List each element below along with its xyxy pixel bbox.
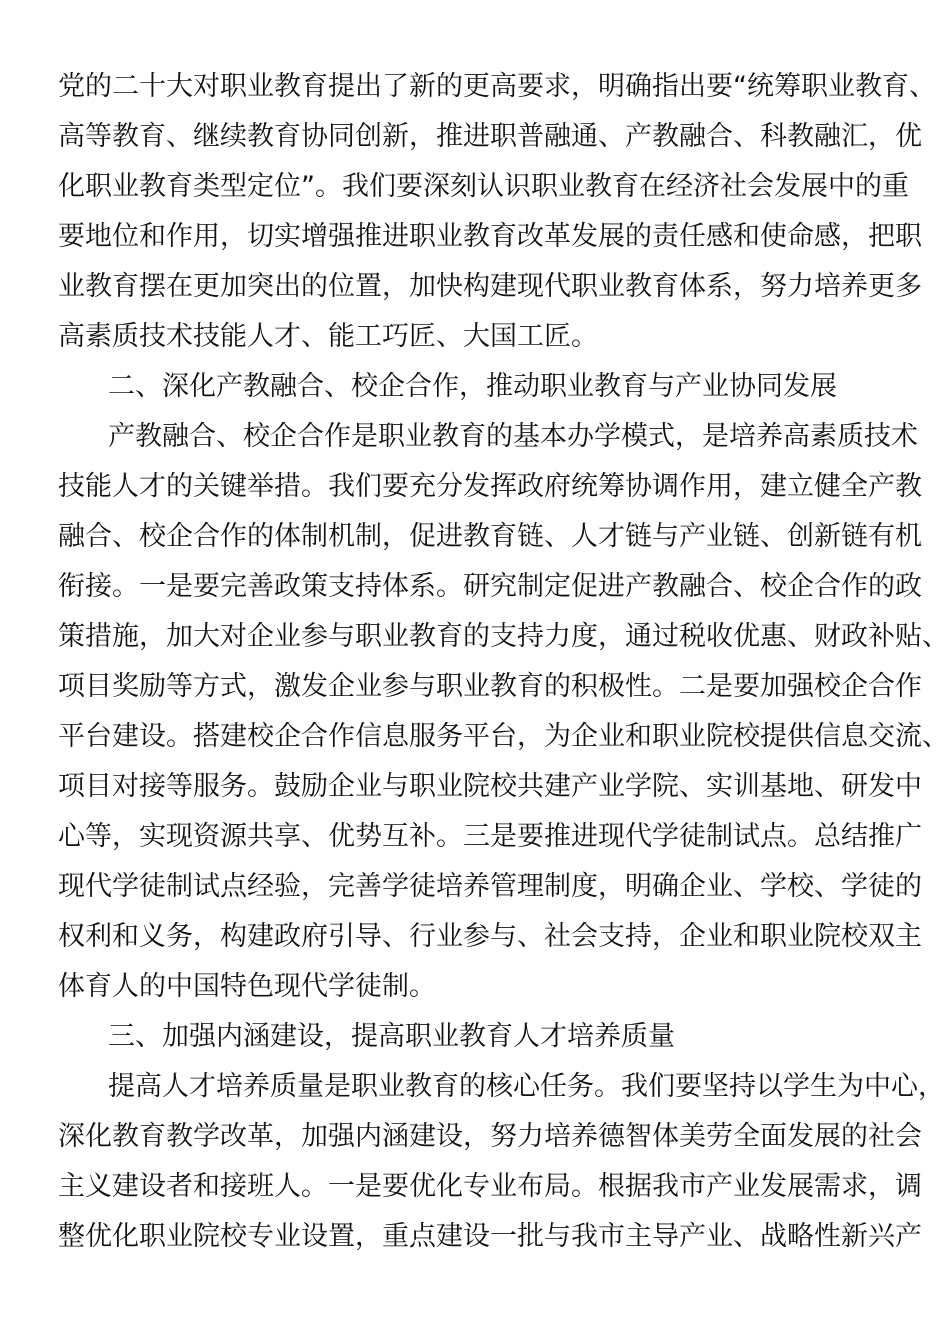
paragraph-line: 权利和义务，构建政府引导、行业参与、社会支持，企业和职业院校双主 xyxy=(58,921,922,952)
paragraph-line: 要地位和作用，切实增强推进职业教育改革发展的责任感和使命感，把职 xyxy=(58,221,922,252)
section-heading: 二、深化产教融合、校企合作，推动职业教育与产业协同发展 xyxy=(108,371,837,402)
paragraph-line: 项目奖励等方式，激发企业参与职业教育的积极性。二是要加强校企合作 xyxy=(58,671,922,702)
paragraph-line: 技能人才的关键举措。我们要充分发挥政府统筹协调作用，建立健全产教 xyxy=(58,471,922,502)
paragraph-line: 化职业教育类型定位”。我们要深刻认识职业教育在经济社会发展中的重 xyxy=(58,171,909,202)
paragraph-line: 衔接。一是要完善政策支持体系。研究制定促进产教融合、校企合作的政 xyxy=(58,571,922,602)
paragraph-line: 产教融合、校企合作是职业教育的基本办学模式，是培养高素质技术 xyxy=(108,421,918,452)
paragraph-line: 深化教育教学改革，加强内涵建设，努力培养德智体美劳全面发展的社会 xyxy=(58,1121,922,1152)
paragraph-line: 主义建设者和接班人。一是要优化专业布局。根据我市产业发展需求，调 xyxy=(58,1171,922,1202)
paragraph-line: 整优化职业院校专业设置，重点建设一批与我市主导产业、战略性新兴产 xyxy=(58,1221,922,1252)
paragraph-line: 业教育摆在更加突出的位置，加快构建现代职业教育体系，努力培养更多 xyxy=(58,271,922,302)
paragraph-line: 高素质技术技能人才、能工巧匠、大国工匠。 xyxy=(58,321,598,352)
section-heading: 三、加强内涵建设，提高职业教育人才培养质量 xyxy=(108,1021,675,1052)
paragraph-line: 提高人才培养质量是职业教育的核心任务。我们要坚持以学生为中心， xyxy=(108,1071,945,1102)
paragraph-line: 策措施，加大对企业参与职业教育的支持力度，通过税收优惠、财政补贴、 xyxy=(58,621,949,652)
paragraph-line: 高等教育、继续教育协同创新，推进职普融通、产教融合、科教融汇，优 xyxy=(58,121,922,152)
paragraph-line: 平台建设。搭建校企合作信息服务平台，为企业和职业院校提供信息交流、 xyxy=(58,721,949,752)
paragraph-line: 党的二十大对职业教育提出了新的更高要求，明确指出要“统筹职业教育、 xyxy=(58,71,936,102)
paragraph-line: 体育人的中国特色现代学徒制。 xyxy=(58,971,436,1002)
paragraph-line: 项目对接等服务。鼓励企业与职业院校共建产业学院、实训基地、研发中 xyxy=(58,771,922,802)
paragraph-line: 融合、校企合作的体制机制，促进教育链、人才链与产业链、创新链有机 xyxy=(58,521,922,552)
paragraph-line: 心等，实现资源共享、优势互补。三是要推进现代学徒制试点。总结推广 xyxy=(58,821,922,852)
paragraph-line: 现代学徒制试点经验，完善学徒培养管理制度，明确企业、学校、学徒的 xyxy=(58,871,922,902)
